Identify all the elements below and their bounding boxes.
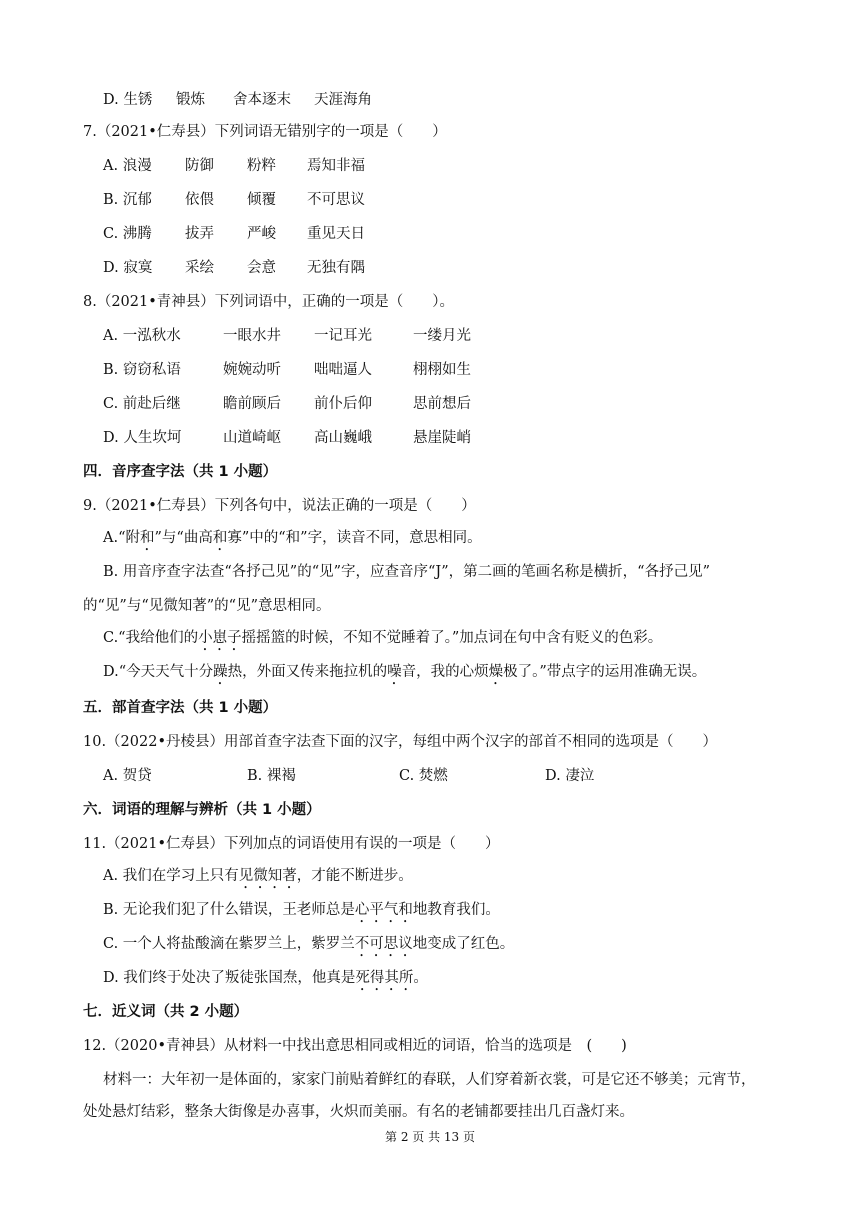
text-segment: ，才能不断进步。 — [296, 868, 413, 884]
q7-option-c-3: 严峻 — [247, 226, 276, 242]
q7-option-b-3: 倾覆 — [247, 192, 276, 208]
q8-option-b-4: 栩栩如生 — [413, 362, 471, 378]
section-heading-6: 六．词语的理解与辨析（共 1 小题） — [83, 802, 321, 818]
dotted-word: 小崽子 — [198, 630, 242, 646]
page-number-footer: 第 2 页 共 13 页 — [385, 1130, 475, 1144]
dotted-word: 心平气和 — [354, 902, 413, 918]
q8-option-b-2: 婉婉动听 — [223, 362, 281, 378]
q7-option-a-1: A. 浪漫 — [103, 158, 152, 174]
q7-option-b-2: 依偎 — [185, 192, 214, 208]
dotted-word: 见微知著 — [238, 868, 297, 884]
text-segment: 寡”中的“和”字，读音不同，意思相同。 — [227, 530, 482, 546]
text-segment: C. 一个人将盐酸滴在紫罗兰上，紫罗兰 — [103, 936, 355, 952]
q7-option-d-4: 无独有隅 — [307, 260, 365, 276]
q8-option-a-4: 一缕月光 — [413, 328, 471, 344]
q8-option-d-3: 高山巍峨 — [314, 430, 372, 446]
q10-option-a: A. 贺贷 — [103, 768, 152, 784]
text-segment: D.“今天天气十分 — [103, 664, 214, 680]
q8-option-d-2: 山道崎岖 — [223, 430, 281, 446]
text-segment: 极了。”带点字的运用准确无误。 — [503, 664, 707, 680]
q8-option-c-1: C. 前赴后继 — [103, 396, 181, 412]
text-segment: A.“附 — [103, 530, 140, 546]
text-segment: 音，我的心烦 — [401, 664, 489, 680]
section-heading-5: 五．部首查字法（共 1 小题） — [83, 700, 278, 716]
q10-option-c: C. 焚燃 — [399, 768, 448, 784]
dotted-char: 噪 — [387, 664, 402, 680]
q7-option-c-4: 重见天日 — [307, 226, 365, 242]
q7-option-a-4: 焉知非福 — [307, 158, 365, 174]
q6-option-d-word2: 锻炼 — [176, 92, 205, 108]
q9-option-a — [103, 528, 482, 554]
dotted-word: 死得其所 — [355, 970, 414, 986]
q7-option-c-1: C. 沸腾 — [103, 226, 152, 242]
q7-option-d-3: 会意 — [247, 260, 276, 276]
q11-option-b — [103, 900, 500, 926]
q6-option-d-word4: 天涯海角 — [314, 92, 372, 108]
q10-option-d: D. 凄泣 — [545, 768, 595, 784]
q8-option-c-4: 思前想后 — [413, 396, 471, 412]
q11-option-d — [103, 968, 428, 994]
q7-option-a-3: 粉粹 — [247, 158, 276, 174]
q10-stem: 10.（2022•丹棱县）用部首查字法查下面的汉字，每组中两个汉字的部首不相同的选项是（ ） — [83, 734, 718, 750]
dotted-char: 和 — [212, 530, 228, 546]
q8-stem: 8.（2021•青神县）下列词语中，正确的一项是（ ）。 — [83, 294, 455, 310]
text-segment: 。 — [413, 970, 428, 986]
text-segment: 摇摇篮的时候，不知不觉睡着了。”加点词在句中含有贬义的色彩。 — [241, 630, 663, 646]
dotted-char: 和 — [140, 530, 155, 546]
q9-option-b-line1: B. 用音序查字法查“各抒己见”的“见”字，应查音序“J”，第二画的笔画名称是横折，“各抒己见” — [103, 564, 710, 580]
q11-option-c — [103, 934, 514, 960]
q8-option-b-3: 咄咄逼人 — [314, 362, 372, 378]
q7-option-b-4: 不可思议 — [307, 192, 365, 208]
q8-option-c-3: 前仆后仰 — [314, 396, 372, 412]
dotted-word: 不可思议 — [354, 936, 413, 952]
text-segment: 地变成了红色。 — [412, 936, 515, 952]
q8-option-b-1: B. 窃窃私语 — [103, 362, 181, 378]
q7-option-b-1: B. 沉郁 — [103, 192, 152, 208]
section-heading-4: 四．音序查字法（共 1 小题） — [83, 464, 278, 480]
q8-option-d-4: 悬崖陡峭 — [413, 430, 471, 446]
q8-option-a-3: 一记耳光 — [314, 328, 372, 344]
text-segment: D. 我们终于处决了叛徒张国焘，他真是 — [103, 970, 356, 986]
text-segment: C.“我给他们的 — [103, 630, 199, 646]
text-segment: B. 无论我们犯了什么错误，王老师总是 — [103, 902, 355, 918]
section-heading-7: 七．近义词（共 2 小题） — [83, 1004, 249, 1020]
q9-option-d — [103, 662, 706, 688]
q8-option-a-2: 一眼水井 — [223, 328, 281, 344]
text-segment: A. 我们在学习上只有 — [103, 868, 239, 884]
q12-material-line2: 处处悬灯结彩，整条大街像是办喜事，火炽而美丽。有名的老铺都要挂出几百盏灯来。 — [83, 1104, 634, 1120]
q6-option-d-label: D. 生锈 — [103, 92, 153, 108]
q12-stem: 12.（2020•青神县）从材料一中找出意思相同或相近的词语，恰当的选项是 ( ) — [83, 1038, 627, 1054]
q7-option-c-2: 拔弄 — [185, 226, 214, 242]
text-segment: 热，外面又传来拖拉机的 — [227, 664, 388, 680]
q7-option-a-2: 防御 — [185, 158, 214, 174]
q7-option-d-1: D. 寂寞 — [103, 260, 153, 276]
q7-option-d-2: 采绘 — [185, 260, 214, 276]
q9-option-b-line2: 的“见”与“见微知著”的“见”意思相同。 — [83, 598, 331, 614]
q8-option-c-2: 瞻前顾后 — [223, 396, 281, 412]
q9-stem: 9.（2021•仁寿县）下列各句中，说法正确的一项是（ ） — [83, 498, 476, 514]
q12-material-line1: 材料一：大年初一是体面的，家家门前贴着鲜红的春联，人们穿着新衣裳，可是它还不够美；元宵节， — [103, 1072, 756, 1088]
q8-option-d-1: D. 人生坎坷 — [103, 430, 182, 446]
dotted-char: 躁 — [213, 664, 228, 680]
q9-option-c — [103, 628, 662, 654]
q11-stem: 11.（2021•仁寿县）下列加点的词语使用有误的一项是（ ） — [83, 836, 500, 852]
q8-option-a-1: A. 一泓秋水 — [103, 328, 181, 344]
q6-option-d-word3: 舍本逐末 — [233, 92, 291, 108]
dotted-char: 燥 — [488, 664, 504, 680]
q11-option-a — [103, 866, 413, 892]
text-segment: ”与“曲高 — [154, 530, 213, 546]
q10-option-b: B. 裸褐 — [247, 768, 296, 784]
q7-stem: 7.（2021•仁寿县）下列词语无错别字的一项是（ ） — [83, 124, 447, 140]
text-segment: 地教育我们。 — [412, 902, 500, 918]
